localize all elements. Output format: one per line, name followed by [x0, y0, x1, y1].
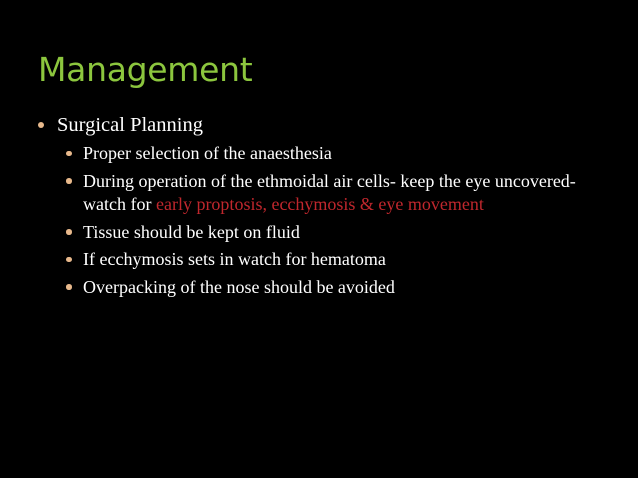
slide-title: Management — [38, 50, 253, 89]
list-item-text: During operation of the ethmoidal air cells- keep the eye uncovered- watch for — [83, 170, 576, 214]
bullet-icon — [66, 284, 72, 290]
list-item — [66, 170, 611, 217]
list-item — [66, 248, 611, 272]
list-item-text: Proper selection of the anaesthesia — [83, 143, 332, 163]
list-item-text: Overpacking of the nose should be avoided — [83, 276, 395, 297]
bullet-icon — [66, 178, 72, 184]
list-item — [66, 276, 611, 300]
level1-item — [38, 112, 203, 138]
list-item-text: If ecchymosis sets in watch for hematoma — [83, 249, 386, 269]
highlighted-text: early proptosis, ecchymosis & eye movement — [155, 194, 484, 214]
list-item — [66, 221, 611, 245]
sub-bullet-list — [66, 142, 611, 303]
bullet-icon — [66, 151, 72, 157]
bullet-icon — [66, 257, 72, 263]
list-item-text: Tissue should be kept on fluid — [83, 221, 300, 242]
list-item — [66, 142, 611, 166]
level1-item-label: Surgical Planning — [57, 114, 203, 136]
bullet-icon — [66, 229, 72, 235]
bullet-icon — [38, 122, 44, 128]
